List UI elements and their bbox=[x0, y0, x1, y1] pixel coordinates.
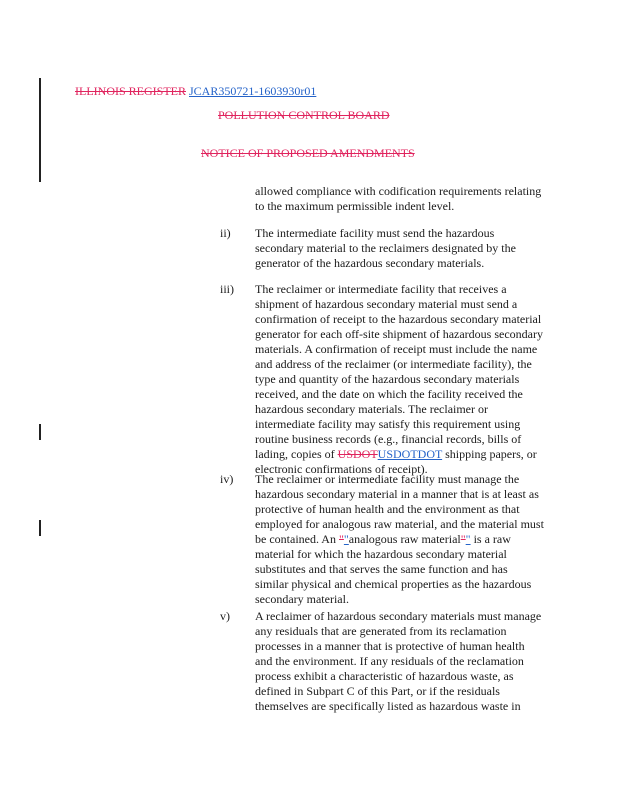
text-line: A reclaimer of hazardous secondary materials must manage bbox=[255, 609, 542, 623]
change-bar-top bbox=[39, 78, 41, 182]
deleted-quote: " bbox=[460, 532, 466, 546]
inserted-quote: " bbox=[343, 532, 349, 546]
text-line: any residuals that are generated from its reclamation bbox=[255, 624, 507, 638]
intro-paragraph bbox=[255, 184, 545, 214]
change-bar-mid bbox=[39, 424, 41, 440]
deleted-text: USDOT bbox=[337, 447, 378, 461]
text-line: material for which the hazardous secondary material bbox=[255, 547, 507, 561]
item-number: ii) bbox=[220, 226, 231, 240]
text-line-amended bbox=[255, 532, 545, 547]
text-fragment: analogous raw material bbox=[348, 532, 461, 546]
text-line: and the environment. If any residuals of the reclamation bbox=[255, 654, 524, 668]
text-line: protective of human health and the environment as that bbox=[255, 502, 520, 516]
text-line: type and quantity of the hazardous secondary materials bbox=[255, 372, 520, 386]
text-line: routine business records (e.g., financial records, bills of bbox=[255, 432, 522, 446]
text-line: and address of the reclaimer (or intermediate facility), the bbox=[255, 357, 532, 371]
text-line: processes in a manner that is protective of human health bbox=[255, 639, 525, 653]
text-line: intermediate facility may satisfy this requirement using bbox=[255, 417, 521, 431]
text-line: to the maximum permissible indent level. bbox=[255, 199, 455, 213]
text-line: generator of the hazardous secondary materials. bbox=[255, 256, 485, 270]
register-deleted: ILLINOIS REGISTER bbox=[75, 84, 186, 98]
text-line: employed for analogous raw material, and the material must bbox=[255, 517, 544, 531]
item-ii-paragraph bbox=[255, 226, 545, 271]
text-line: process exhibit a characteristic of hazardous waste, as bbox=[255, 669, 514, 683]
text-line: The intermediate facility must send the hazardous bbox=[255, 226, 495, 240]
agency-title: POLLUTION CONTROL BOARD bbox=[218, 108, 390, 122]
register-inserted: JCAR350721-1603930r01 bbox=[189, 84, 317, 98]
text-line: allowed compliance with codification requirements relating bbox=[255, 184, 542, 198]
inserted-quote: " bbox=[465, 532, 471, 546]
text-line: The reclaimer or intermediate facility that receives a bbox=[255, 282, 507, 296]
item-v-paragraph bbox=[255, 609, 545, 714]
text-line: similar physical and chemical properties as the hazardous bbox=[255, 577, 532, 591]
text-line: substitutes and that serves the same function and has bbox=[255, 562, 508, 576]
text-fragment: shipping papers, or bbox=[442, 447, 537, 461]
text-line: defined in Subpart C of this Part, or if the residuals bbox=[255, 684, 500, 698]
text-line: electronic confirmations of receipt). bbox=[255, 462, 428, 476]
text-fragment: is a raw bbox=[470, 532, 511, 546]
text-line: hazardous secondary materials. The reclaimer or bbox=[255, 402, 489, 416]
text-line: The reclaimer or intermediate facility must manage the bbox=[255, 472, 520, 486]
text-line: received, and the date on which the facility received the bbox=[255, 387, 523, 401]
inserted-text: USDOTDOT bbox=[377, 447, 443, 461]
change-bar-lower bbox=[39, 520, 41, 536]
item-number: iv) bbox=[220, 472, 234, 486]
deleted-quote: " bbox=[338, 532, 344, 546]
text-fragment: lading, copies of bbox=[255, 447, 338, 461]
text-line: secondary material. bbox=[255, 592, 349, 606]
text-line: materials. A confirmation of receipt must include the name bbox=[255, 342, 538, 356]
item-iv-paragraph bbox=[255, 472, 545, 607]
item-iii-paragraph bbox=[255, 282, 545, 477]
item-number: v) bbox=[220, 609, 230, 623]
text-line: themselves are specifically listed as hazardous waste in bbox=[255, 699, 521, 713]
item-number: iii) bbox=[220, 282, 234, 296]
text-line-amended bbox=[255, 447, 545, 462]
register-header bbox=[75, 84, 316, 99]
text-fragment: be contained. An bbox=[255, 532, 339, 546]
text-line: hazardous secondary material in a manner that is at least as bbox=[255, 487, 539, 501]
text-line: shipment of hazardous secondary material must send a bbox=[255, 297, 518, 311]
text-line: secondary material to the reclaimers designated by the bbox=[255, 241, 516, 255]
notice-title: NOTICE OF PROPOSED AMENDMENTS bbox=[201, 146, 415, 160]
text-line: confirmation of receipt to the hazardous secondary material bbox=[255, 312, 542, 326]
text-line: generator for each off-site shipment of hazardous secondary bbox=[255, 327, 543, 341]
